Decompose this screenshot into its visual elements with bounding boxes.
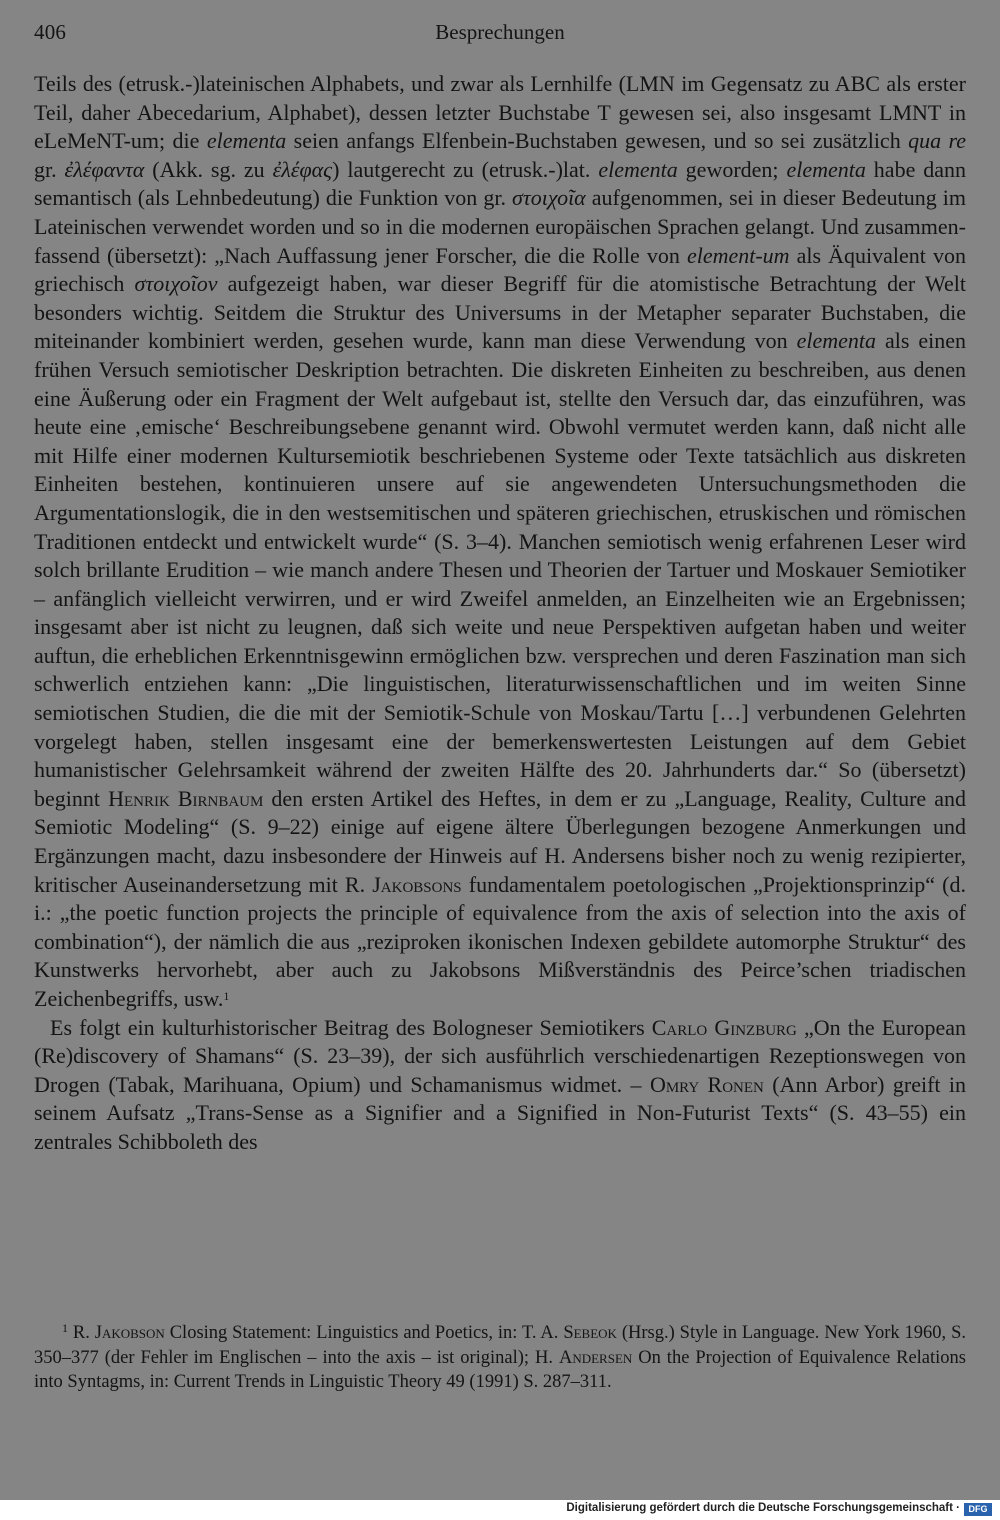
text-run: On the Projection of Equivalence Relations into Syntagms, in: Current Trends in Linguistic Theory 49 (1991) S. 287–311. bbox=[34, 1347, 966, 1392]
author-name: Carlo Ginzburg bbox=[651, 1014, 797, 1040]
text-run: „On the European (Re)discovery of Shamans“ (S. 23–39), der sich ausführlich verschiedenartigen Rezeptionswegen von Drogen (Tabak, Marihuana, Opium) und Schamanismus widmet. – bbox=[34, 1014, 966, 1097]
text-run: (Ann Arbor) greift in seinem Aufsatz „Trans-Sense as a Signifier and a Signified in Non-Futurist Texts“ (S. 43–55) ein zentrales Schibboleth des bbox=[34, 1071, 967, 1154]
author-name: Andersen bbox=[558, 1347, 633, 1368]
italic-term: elementa bbox=[796, 328, 876, 354]
text-run: Es folgt ein kulturhistorischer Beitrag des Bologneser Semiotikers bbox=[50, 1014, 652, 1040]
text-run: (Hrsg.) Style in Language. New York 1960, S. 350–377 (der Fehler im Englischen – into the axis – ist original); H. bbox=[34, 1323, 966, 1368]
italic-term: elementa bbox=[206, 128, 287, 154]
text-run: den ersten Artikel des Heftes, in dem er zu „Language, Reality, Culture and Semiotic Modeling“ (S. 9–22) einige auf eigene ältere Überlegungen bezogene Anmerkungen und Ergänzungen macht, dazu insbesondere der Hinweis auf H. Andersens bisher noch zu wenig rezipierter, kritischer Auseinandersetzung mit R. bbox=[34, 785, 966, 897]
text-run: als einen frühen Versuch semiotischer Deskription betrachten. Die diskreten Einheiten zu beschreiben, aus denen eine Äußerung oder ein Fragment der Welt aufgebaut ist, stellte den Versuch dar, das einzuführen, was heute eine ‚emische‘ Beschreibungsebene genannt wird. Obwohl vermutet werden kann, daß nicht alle mit Hilfe einer modernen Kultursemiotik beschriebenen Systeme oder Texte tatsächlich aus diskreten Einheiten bestehen, kontinuieren unsere auf sie angewendeten Untersuchungsmethoden die Argumentationslogik, die in den westsemitischen und späteren griechischen, etruskischen und römischen Traditionen entdeckt und entwickelt wurde“ (S. 3–4). Manchen semiotisch wenig erfahrenen Leser wird solch brillante Erudition – wie manch andere Thesen und Theorien der Tartuer und Moskauer Semiotiker – anfänglich vielleicht verwirren, und er wird Zweifel anmelden, an Einzelheiten wie an Ergebnissen; insgesamt aber ist nicht zu leugnen, daß sich weite und neue Perspektiven aufgetan haben und weiter auftun, die erheblichen Erkenntnisgewinn ermöglichen bzw. versprechen und deren Faszination man sich schwerlich entziehen kann: „Die linguistischen, literaturwissenschaftlichen und im weiten Sinne semiotischen Studien, die die mit der Semiotik-Schule von Moskau/Tartu […] verbundenen Gelehrten vorgelegt haben, stellen insgesamt eine der bemerkenswertesten Leistungen auf dem Gebiet humanistischer Gelehrsamkeit während der zweiten Hälfte des 20. Jahrhunderts dar.“ So (übersetzt) beginnt bbox=[34, 328, 966, 811]
text-run: (Akk. sg. zu bbox=[144, 156, 273, 182]
italic-term: elementa bbox=[598, 156, 678, 182]
text-run: ) lautgerecht zu (etrusk.-)lat. bbox=[332, 156, 599, 182]
page-number: 406 bbox=[34, 20, 67, 44]
text-run: seien anfangs Elfenbein-Buchstaben gewesen, und so sei zusätzlich bbox=[286, 128, 909, 154]
footnote-marker: 1 bbox=[62, 1321, 68, 1335]
italic-term: στοιχοῖον bbox=[134, 271, 218, 297]
author-name: Omry Ronen bbox=[649, 1071, 764, 1097]
footnote-marker: 1 bbox=[223, 989, 230, 1003]
author-name: Jakobson bbox=[94, 1323, 165, 1343]
text-run: R. bbox=[68, 1323, 95, 1343]
dfg-logo: DFG bbox=[964, 1503, 992, 1516]
italic-term: στοιχοῖα bbox=[512, 185, 586, 211]
text-run: habe dann semantisch (als Lehnbedeutung) die Funktion von gr. bbox=[34, 156, 967, 211]
paragraph bbox=[34, 70, 966, 1014]
text-run: gr. bbox=[34, 156, 65, 182]
paragraph bbox=[34, 1014, 966, 1157]
running-head: Besprechungen bbox=[435, 20, 565, 44]
text-run: geworden; bbox=[677, 156, 787, 182]
text-run: fundamentalem poetologischen „Projektionsprinzip“ (d. i.: „the poetic function projects the principle of equivalence from the axis of selection into the axis of combination“), der nämlich die aus „reziproken ikonischen Indexen gebildete automorphe Struktur“ des Kunstwerks hervorhebt, aber auch zu Jakobsons Mißverständnis des Peirce’schen triadischen Zeichenbegriffs, usw. bbox=[34, 871, 967, 1011]
body-text bbox=[34, 70, 966, 1157]
italic-term: qua re bbox=[908, 128, 966, 154]
text-run: aufgenommen, sei in dieser Bedeutung im Lateinischen verwendet worden und so in die modernen europäischen Sprachen gelangt. Und zusammenfassend (übersetzt): „Nach Auffassung jener Forscher, die die Rolle von bbox=[34, 185, 967, 268]
author-name: Sebeok bbox=[563, 1323, 617, 1343]
author-name: Henrik Birnbaum bbox=[108, 785, 264, 811]
italic-term: elementa bbox=[786, 156, 866, 182]
footnote-1 bbox=[34, 1321, 966, 1395]
italic-term: ἐλέφας bbox=[272, 156, 333, 182]
text-run: aufgezeigt haben, war dieser Begriff für die atomistische Betrachtung der Welt besonders wichtig. Seitdem die Struktur des Universums in der Metapher separater Buchstaben, die miteinander kombiniert werden, gesehen wurde, kann man diese Verwendung von bbox=[34, 271, 966, 354]
text-run: Closing Statement: Linguistics and Poetics, in: T. A. bbox=[164, 1323, 564, 1343]
footnotes bbox=[34, 1321, 966, 1395]
author-name: Jakobsons bbox=[372, 871, 462, 897]
footer-credit: Digitalisierung gefördert durch die Deutsche Forschungsgemeinschaft · bbox=[566, 1502, 960, 1514]
text-run: Teils des (etrusk.-)lateinischen Alphabets, und zwar als Lernhilfe (LMN im Gegensatz zu ABC als erster Teil, daher Abecedarium, Alphabet), dessen letzter Buchstabe T gewesen sei, also insgesamt LMNT in eLeMeNT-um; die bbox=[34, 71, 966, 154]
italic-term: element-um bbox=[686, 242, 790, 268]
text-run: als Äquivalent von griechisch bbox=[34, 242, 966, 297]
footer-bar bbox=[0, 1500, 1000, 1520]
italic-term: ἐλέφαντα bbox=[64, 156, 145, 182]
